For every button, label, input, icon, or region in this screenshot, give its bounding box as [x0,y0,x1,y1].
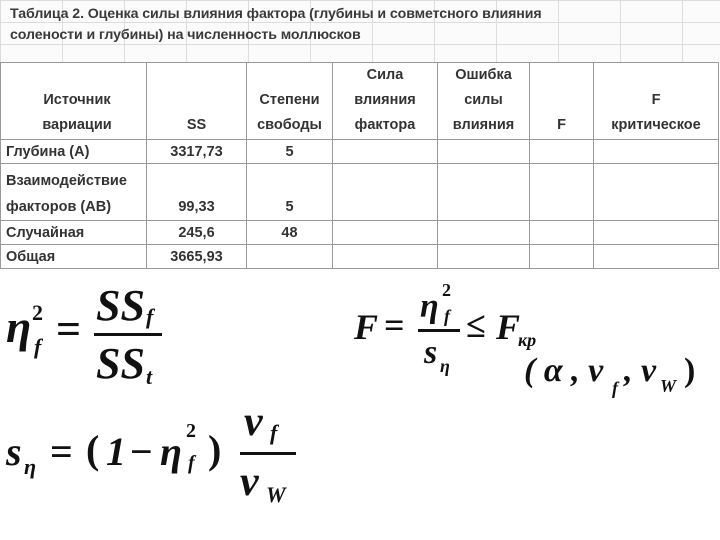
table-row [1,164,719,221]
eta-symbol: η [6,301,32,352]
s-sub: η [440,356,450,376]
row-error [438,245,530,269]
equals-sign: = [384,305,405,345]
f-crit-args-mid: , ν [624,352,657,389]
table-row [1,140,719,164]
header-f: F [530,63,594,140]
leq-sign: ≤ [466,305,486,345]
table-row [1,245,719,269]
row-fcrit [594,140,719,164]
s-symbol: s [6,429,22,474]
left-paren: ( [86,427,100,472]
eta-sup: 2 [442,280,451,300]
header-ss: SS [147,63,247,140]
row-ss: 3317,73 [147,140,247,164]
s-sub: η [24,454,37,479]
f-crit-args-end: ) [684,352,696,389]
row-source: Взаимодействие факторов (АВ) [1,164,147,221]
f-crit-sub: кр [518,330,537,350]
row-source: Общая [1,245,147,269]
fraction-bar [94,333,162,336]
caption-line-2: солености и глубины) на численность моллюсков [10,27,361,43]
nu-denominator-sub: W [266,482,286,507]
header-source: Источник вариации [1,63,147,140]
s-symbol: s [424,334,438,371]
row-fcrit [594,164,719,221]
row-source: Глубина (А) [1,140,147,164]
row-df: 48 [247,221,333,245]
row-source: Случайная [1,221,147,245]
fraction-bar [240,452,296,455]
table-row [1,221,719,245]
nu-numerator: ν [244,399,263,445]
nu-denominator: ν [240,459,259,505]
row-eta [333,221,438,245]
equals-sign: = [56,305,82,354]
one: 1 [106,429,126,474]
row-eta [333,140,438,164]
row-f [530,140,594,164]
row-error [438,140,530,164]
row-fcrit [594,221,719,245]
eta-symbol: η [420,288,439,325]
row-f [530,221,594,245]
ss-denominator: SS [96,339,145,388]
row-f [530,245,594,269]
caption-line-1: Таблица 2. Оценка силы влияния фактора (глубины и совметсного влияния [10,6,542,22]
eta-sub: f [444,306,450,326]
row-fcrit [594,245,719,269]
header-effect-error: Ошибка силы влияния [438,63,530,140]
row-error [438,164,530,221]
header-effect-strength: Сила влияния фактора [333,63,438,140]
table-header-row [1,63,719,140]
table-caption [0,0,720,62]
right-paren: ) [208,427,222,472]
row-eta [333,164,438,221]
minus-sign: − [130,429,153,474]
nu-numerator-sub: f [270,420,278,445]
header-df: Степени свободы [247,63,333,140]
eta-sub: f [34,334,42,359]
row-eta [333,245,438,269]
anova-table [0,62,719,269]
row-ss: 3665,93 [147,245,247,269]
eta-sub: f [188,452,195,474]
row-df [247,245,333,269]
row-df: 5 [247,140,333,164]
header-f-critical: F критическое [594,63,719,140]
ss-denominator-sub: t [146,364,153,389]
eta-sup: 2 [186,420,196,442]
equals-sign: = [50,429,73,474]
ss-numerator-sub: f [146,304,154,329]
row-ss: 245,6 [147,221,247,245]
eta-symbol: η [160,429,182,474]
f-crit-args: ( α , ν [524,352,604,389]
row-ss: 99,33 [147,164,247,221]
nu-w-sub: W [660,376,677,396]
row-f [530,164,594,221]
ss-numerator: SS [96,281,145,330]
fraction-bar [418,329,460,332]
f-symbol: F [354,307,379,347]
nu-f-sub: f [612,378,618,398]
eta-sup: 2 [32,300,43,325]
f-crit-symbol: F [496,307,521,347]
row-error [438,221,530,245]
row-df: 5 [247,164,333,221]
